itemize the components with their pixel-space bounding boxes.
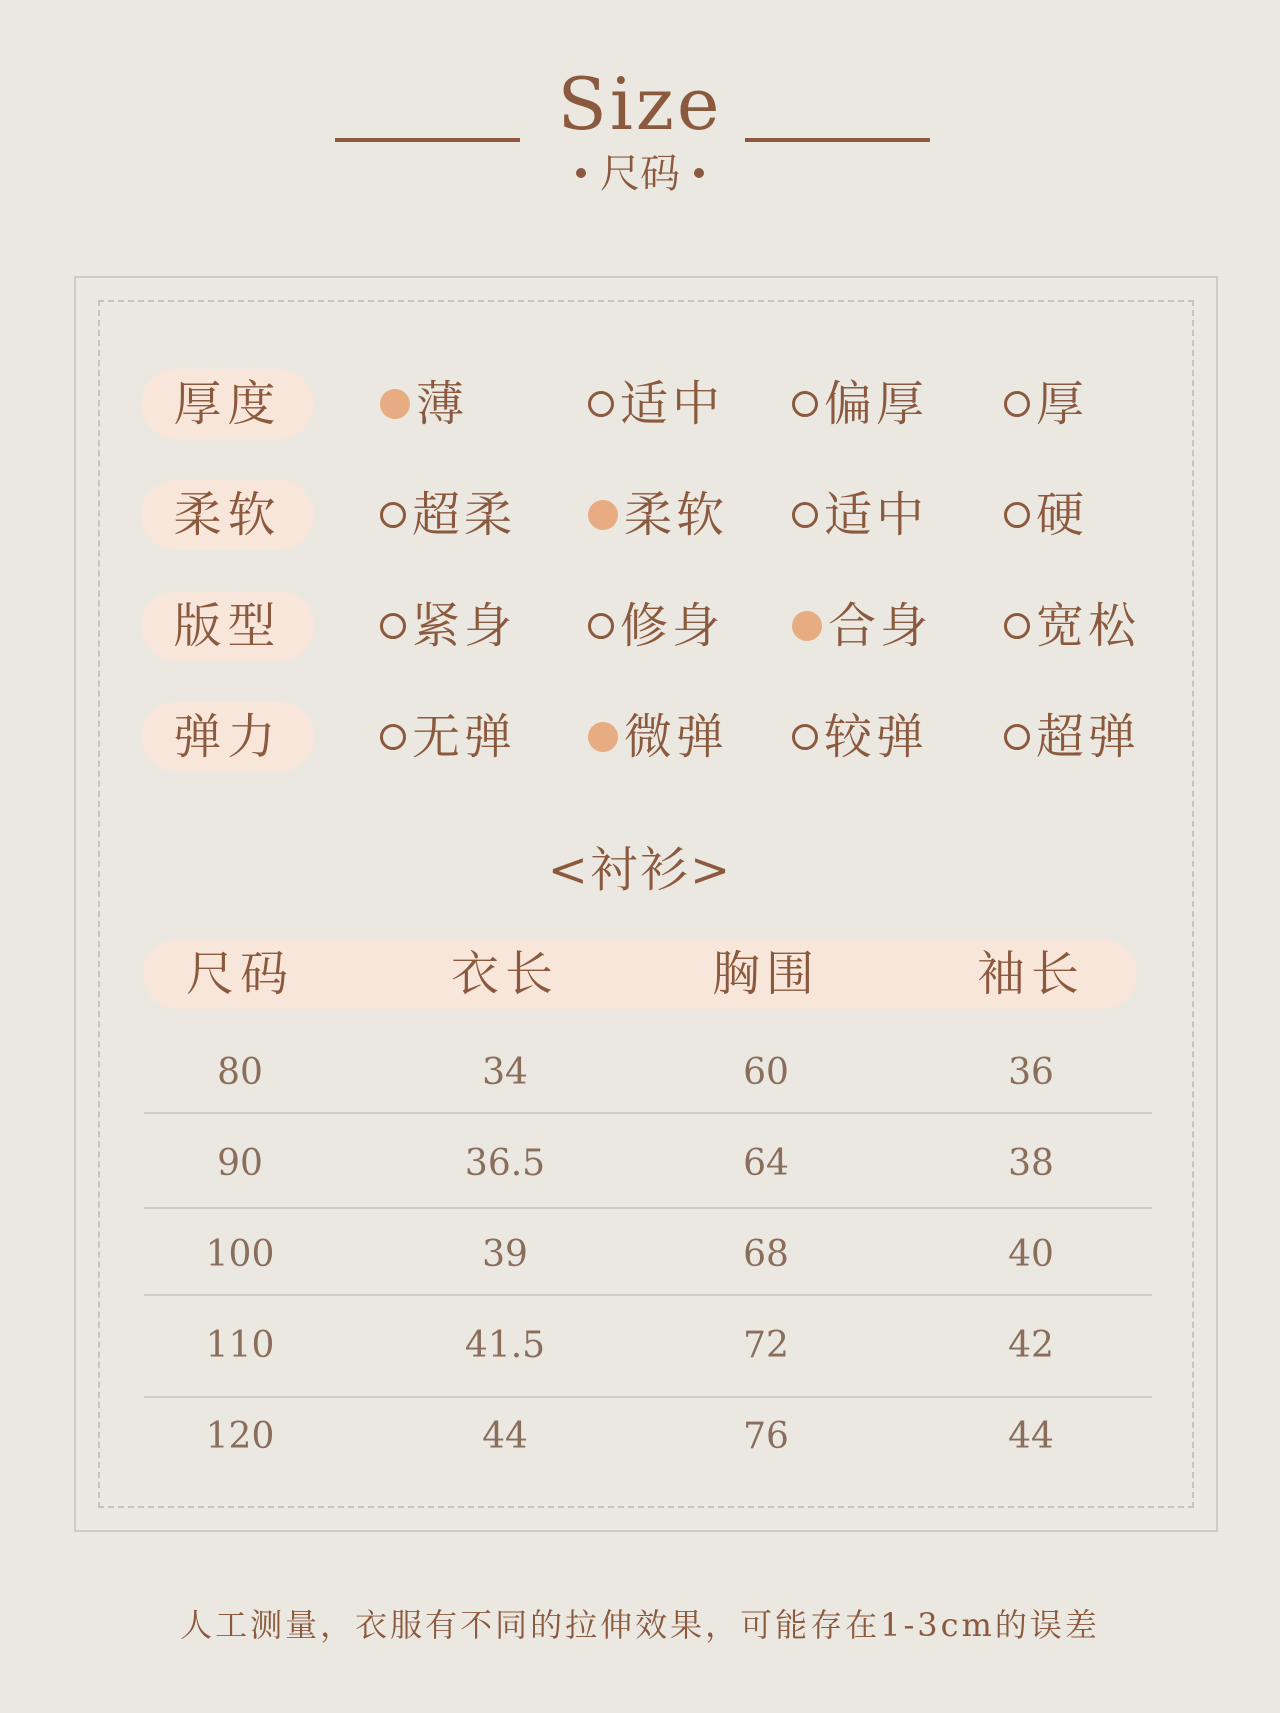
attr-label: 弹力 bbox=[141, 702, 314, 772]
cell-sleeve: 36 bbox=[1008, 1052, 1054, 1093]
option-label: 适中 bbox=[824, 487, 929, 543]
cell-size: 90 bbox=[217, 1143, 263, 1184]
radio-circle-icon bbox=[380, 724, 406, 750]
measurement-footnote: 人工测量，衣服有不同的拉伸效果，可能存在1-3cm的误差 bbox=[180, 1606, 1100, 1644]
table-row bbox=[0, 1134, 1280, 1194]
option-no-stretch[interactable] bbox=[380, 702, 516, 772]
cell-chest: 68 bbox=[743, 1234, 789, 1275]
option-hard[interactable] bbox=[1004, 480, 1088, 550]
radio-circle-icon bbox=[588, 613, 614, 639]
attr-label: 柔软 bbox=[141, 480, 314, 550]
option-ultra-soft[interactable] bbox=[380, 480, 516, 550]
bullet-dot-icon bbox=[694, 168, 704, 178]
row-divider bbox=[144, 1396, 1152, 1398]
attr-row-elasticity bbox=[0, 702, 1280, 772]
cell-sleeve: 38 bbox=[1008, 1143, 1054, 1184]
header-length: 衣长 bbox=[450, 946, 559, 1002]
option-super-stretch[interactable] bbox=[1004, 702, 1140, 772]
option-slim[interactable] bbox=[588, 591, 724, 661]
cell-length: 34 bbox=[482, 1052, 528, 1093]
cell-chest: 72 bbox=[743, 1325, 789, 1366]
radio-circle-icon bbox=[588, 391, 614, 417]
option-label: 宽松 bbox=[1036, 598, 1141, 654]
cell-length: 44 bbox=[482, 1416, 528, 1457]
row-divider bbox=[144, 1112, 1152, 1114]
cell-sleeve: 42 bbox=[1008, 1325, 1054, 1366]
cell-size: 80 bbox=[217, 1052, 263, 1093]
option-thickish[interactable] bbox=[792, 369, 928, 439]
header-sleeve: 袖长 bbox=[976, 946, 1085, 1002]
option-medium[interactable] bbox=[588, 369, 724, 439]
cell-length: 39 bbox=[482, 1234, 528, 1275]
option-thick[interactable] bbox=[1004, 369, 1088, 439]
page-title: Size bbox=[557, 62, 723, 146]
radio-circle-icon bbox=[1004, 724, 1030, 750]
radio-circle-icon bbox=[380, 613, 406, 639]
option-slight-stretch[interactable] bbox=[588, 702, 728, 772]
row-divider bbox=[144, 1207, 1152, 1209]
radio-circle-icon bbox=[1004, 613, 1030, 639]
selected-dot-icon bbox=[588, 500, 618, 530]
option-tight[interactable] bbox=[380, 591, 516, 661]
cell-chest: 76 bbox=[743, 1416, 789, 1457]
table-header bbox=[143, 939, 1137, 1009]
radio-circle-icon bbox=[792, 724, 818, 750]
cell-chest: 64 bbox=[743, 1143, 789, 1184]
cell-size: 100 bbox=[205, 1234, 275, 1275]
table-row bbox=[0, 1407, 1280, 1467]
selected-dot-icon bbox=[792, 611, 822, 641]
cell-chest: 60 bbox=[743, 1052, 789, 1093]
row-divider bbox=[144, 1294, 1152, 1296]
cell-length: 36.5 bbox=[464, 1143, 546, 1184]
radio-circle-icon bbox=[792, 391, 818, 417]
option-label: 薄 bbox=[416, 376, 469, 432]
option-label: 偏厚 bbox=[824, 376, 929, 432]
page-subtitle-text: 尺码 bbox=[600, 151, 680, 197]
option-label: 硬 bbox=[1036, 487, 1089, 543]
option-label: 合身 bbox=[828, 598, 933, 654]
cell-sleeve: 40 bbox=[1008, 1234, 1054, 1275]
option-loose[interactable] bbox=[1004, 591, 1140, 661]
radio-circle-icon bbox=[1004, 502, 1030, 528]
option-label: 紧身 bbox=[412, 598, 517, 654]
attr-row-thickness bbox=[0, 369, 1280, 439]
option-label: 修身 bbox=[620, 598, 725, 654]
option-medium[interactable] bbox=[792, 480, 928, 550]
option-label: 超弹 bbox=[1036, 709, 1141, 765]
table-row bbox=[0, 1316, 1280, 1376]
option-label: 厚 bbox=[1036, 376, 1089, 432]
option-label: 微弹 bbox=[624, 709, 729, 765]
table-row bbox=[0, 1043, 1280, 1103]
attr-label: 版型 bbox=[141, 591, 314, 661]
option-soft[interactable] bbox=[588, 480, 728, 550]
bullet-dot-icon bbox=[576, 168, 586, 178]
header-chest: 胸围 bbox=[711, 946, 820, 1002]
option-thin[interactable] bbox=[380, 369, 468, 439]
header-size: 尺码 bbox=[185, 946, 294, 1002]
attr-label: 厚度 bbox=[141, 369, 314, 439]
option-label: 适中 bbox=[620, 376, 725, 432]
option-more-stretch[interactable] bbox=[792, 702, 928, 772]
page-subtitle bbox=[0, 151, 1280, 197]
cell-size: 120 bbox=[205, 1416, 275, 1457]
selected-dot-icon bbox=[380, 389, 410, 419]
title-block bbox=[0, 60, 1280, 210]
cell-sleeve: 44 bbox=[1008, 1416, 1054, 1457]
option-regular[interactable] bbox=[792, 591, 932, 661]
option-label: 无弹 bbox=[412, 709, 517, 765]
option-label: 柔软 bbox=[624, 487, 729, 543]
table-row bbox=[0, 1225, 1280, 1285]
attr-row-softness bbox=[0, 480, 1280, 550]
cell-length: 41.5 bbox=[464, 1325, 546, 1366]
radio-circle-icon bbox=[380, 502, 406, 528]
radio-circle-icon bbox=[792, 502, 818, 528]
option-label: 超柔 bbox=[412, 487, 517, 543]
option-label: 较弹 bbox=[824, 709, 929, 765]
cell-size: 110 bbox=[205, 1325, 275, 1366]
selected-dot-icon bbox=[588, 722, 618, 752]
table-title: <衬衫> bbox=[547, 842, 733, 898]
attr-row-fit bbox=[0, 591, 1280, 661]
radio-circle-icon bbox=[1004, 391, 1030, 417]
